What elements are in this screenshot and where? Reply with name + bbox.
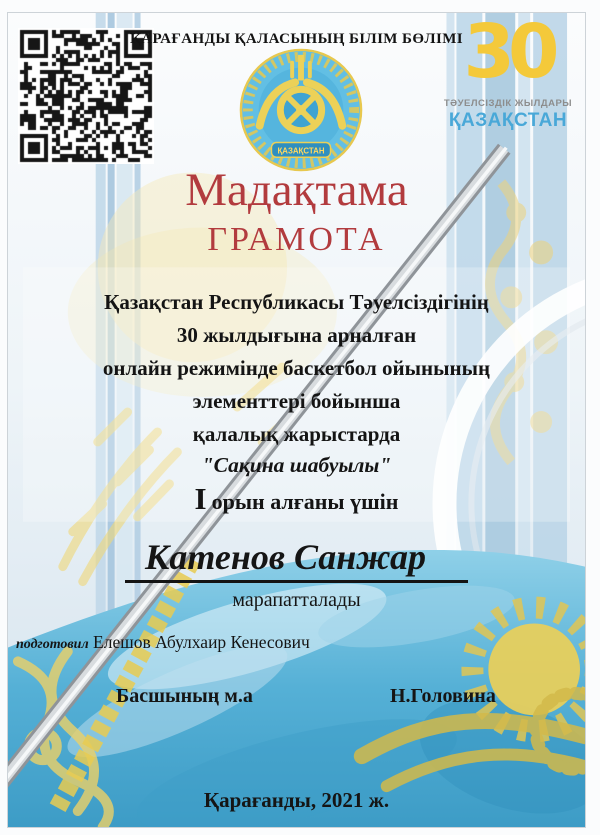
30-logo-country: ҚАЗАҚСТАН — [448, 109, 568, 131]
kazakhstan-emblem-icon — [238, 47, 364, 173]
body-line: Қазақстан Республикасы Тәуелсіздігінің — [104, 290, 489, 314]
qr-code — [18, 28, 154, 164]
30-logo-tagline: ТӘУЕЛСІЗДІК ЖЫЛДАРЫ — [443, 98, 573, 110]
place-numeral: I — [194, 481, 207, 516]
department-header: ҚАРАҒАНДЫ ҚАЛАСЫНЫҢ БІЛІМ БӨЛІМІ — [129, 31, 464, 47]
signature-title: Басшының м.а — [116, 685, 253, 707]
body-line: элементтері бойынша — [192, 389, 401, 413]
body-line: онлайн режимінде баскетбол ойынының — [102, 356, 491, 380]
certificate-subtitle: ГРАМОТА — [207, 221, 386, 258]
prepared-name: Елешов Абулхаир Кенесович — [93, 632, 310, 652]
prepared-label: подготовил — [16, 637, 89, 652]
recipient-block — [8, 536, 585, 583]
recipient-name: Катенов Санжар — [125, 536, 468, 583]
prepared-by-line — [16, 632, 310, 653]
body-line: қалалық жарыстарда — [192, 422, 401, 446]
body-line: 30 жылдығына арналған — [176, 323, 417, 347]
certificate-body — [28, 286, 565, 520]
awarded-text: марапатталады — [232, 589, 361, 611]
certificate-sheet — [7, 12, 586, 828]
signature-row — [8, 685, 585, 711]
certificate-title: Мадақтама — [185, 164, 408, 216]
footer-city-year: Қарағанды, 2021 ж. — [203, 788, 390, 812]
30-years-logo — [435, 12, 581, 131]
30-logo-number: 30 — [463, 12, 553, 95]
place-line — [28, 480, 565, 520]
event-name-quote: "Сақина шабуылы" — [201, 453, 392, 477]
signature-name: Н.Головина — [390, 685, 496, 707]
emblem-caption: ҚАЗАҚСТАН — [277, 146, 325, 156]
place-text: орын алғаны үшін — [211, 489, 399, 514]
